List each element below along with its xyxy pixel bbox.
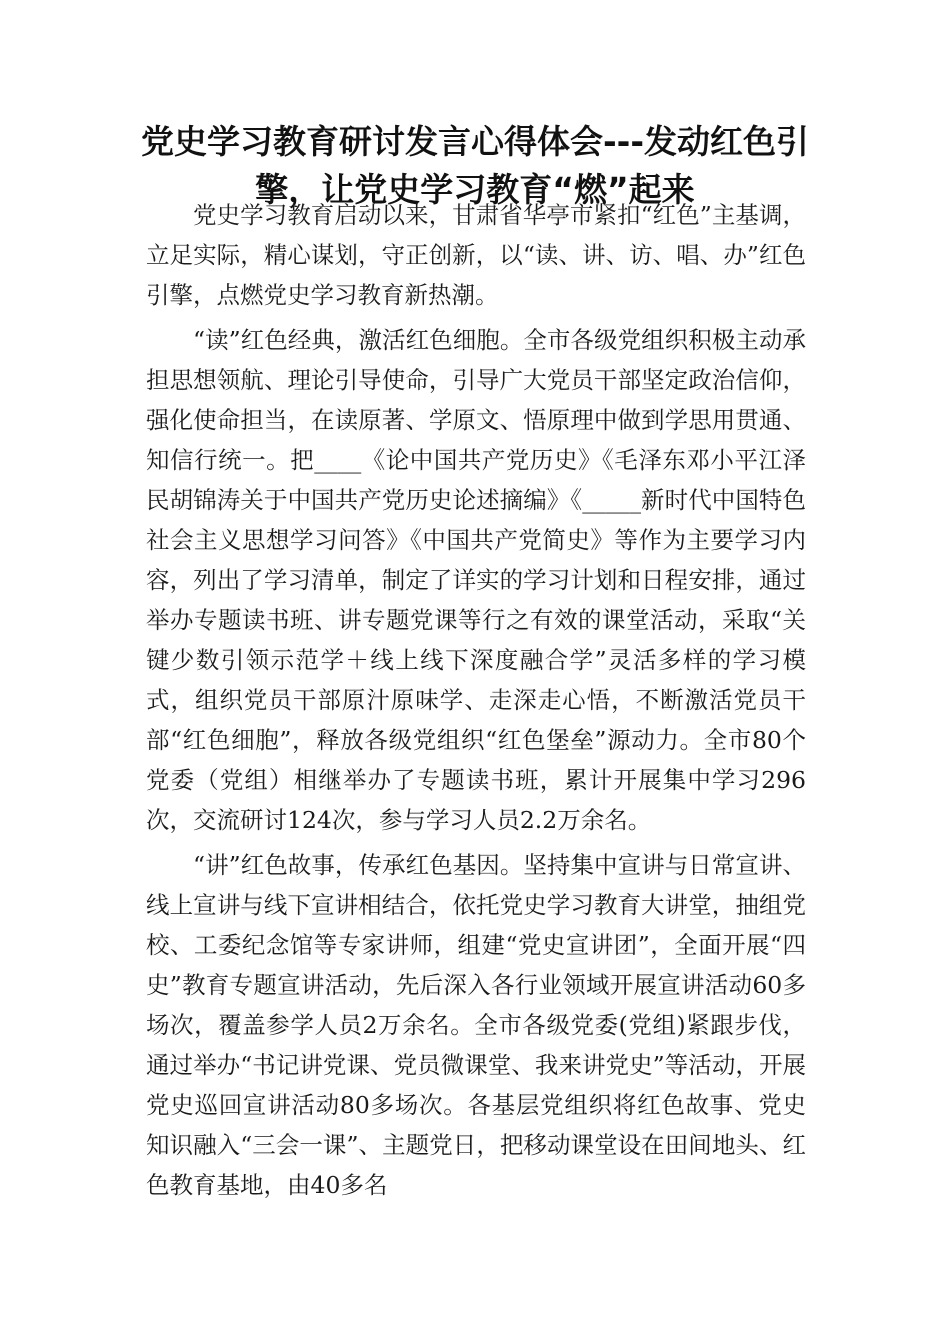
document-body	[146, 195, 806, 1210]
paragraph-intro: 党史学习教育启动以来，甘肃省华亭市紧扣“红色”主基调，立足实际，精心谋划，守正创新，以“读、讲、访、唱、办”红色引擎，点燃党史学习教育新热潮。	[146, 201, 806, 309]
document-title: 党史学习教育研讨发言心得体会---发动红色引擎，让党史学习教育“燃”起来	[140, 122, 810, 209]
paragraph-speak: “讲”红色故事，传承红色基因。坚持集中宣讲与日常宣讲、线上宣讲与线下宣讲相结合，依托党史学习教育大讲堂，抽组党校、工委纪念馆等专家讲师，组建“党史宣讲团”，全面开展“四史”教育专题宣讲活动，先后深入各行业领域开展宣讲活动60多场次，覆盖参学人员2万余名。全市各级党委(党组)紧跟步伐，通过举办“书记讲党课、党员微课堂、我来讲党史”等活动，开展党史巡回宣讲活动80多场次。各基层党组织将红色故事、党史知识融入“三会一课”、主题党日，把移动课堂设在田间地头、红色教育基地，由40多名	[146, 851, 806, 1199]
paragraph-read: “读”红色经典，激活红色细胞。全市各级党组织积极主动承担思想领航、理论引导使命，引导广大党员干部坚定政治信仰，强化使命担当，在读原著、学原文、悟原理中做到学思用贯通、知信行统一。把____《论中国共产党历史》《毛泽东邓小平江泽民胡锦涛关于中国共产党历史论述摘编》《_____新时代中国特色社会主义思想学习问答》《中国共产党简史》等作为主要学习内容，列出了学习清单，制定了详实的学习计划和日程安排，通过举办专题读书班、讲专题党课等行之有效的课堂活动，采取“关键少数引领示范学＋线上线下深度融合学”灵活多样的学习模式，组织党员干部原汁原味学、走深走心悟，不断激活党员干部“红色细胞”，释放各级党组织“红色堡垒”源动力。全市80个党委（党组）相继举办了专题读书班，累计开展集中学习296次，交流研讨124次，参与学习人员2.2万余名。	[146, 326, 806, 834]
